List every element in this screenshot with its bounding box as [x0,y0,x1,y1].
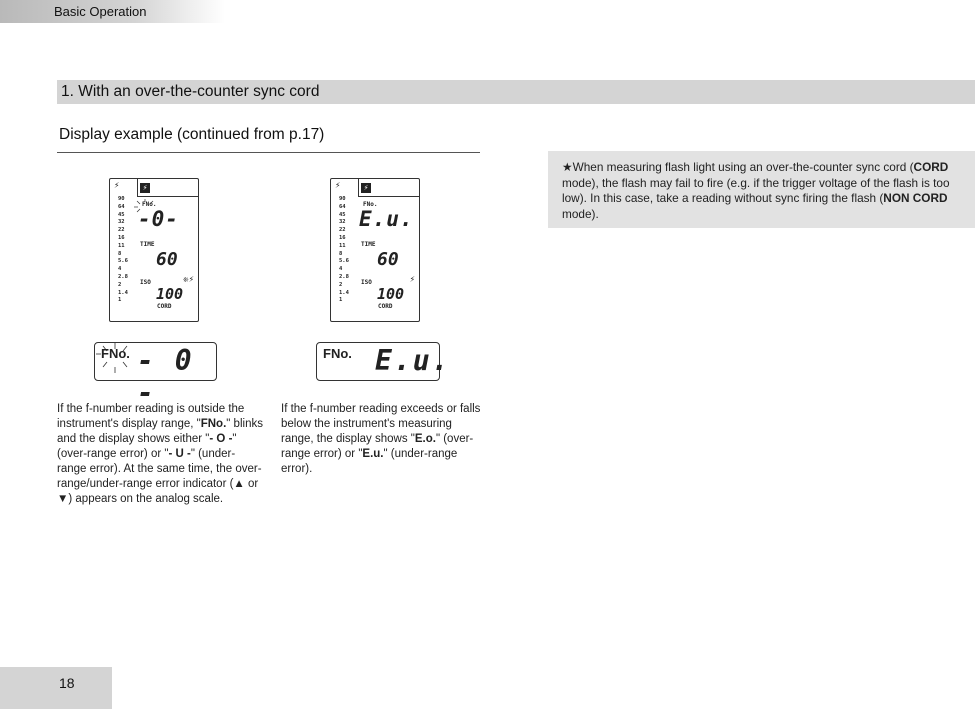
caption-eo: E.o. [414,433,436,445]
fno-reading: E.u. [359,207,414,231]
iso-label: ISO [140,279,151,286]
flash-mode-icon: ⚡ [140,183,150,193]
scale-tick: 8 [118,250,122,257]
iso-label: ISO [361,279,372,286]
fno-label: FNo. [363,201,378,208]
scale-tick: 22 [118,227,125,234]
section-title: 1. With an over-the-counter sync cord [61,83,320,100]
scale-tick: 1 [118,297,122,304]
note-segment: mode), the flash may fail to fire (e.g. if the trigger voltage of the flash is too low). In this case, take a reading without sync firing the flash ( [562,175,950,205]
flash-mode-icon: ⚡ [361,183,371,193]
flash-bolt-icon: ❊⚡ [183,275,194,285]
time-label: TIME [361,241,376,248]
note-cord: CORD [913,160,949,174]
iso-reading: 100 [156,285,184,303]
scale-tick: 90 [339,196,346,202]
meter-mode-icon: ⚡ [114,181,120,191]
time-reading: 60 [377,249,399,270]
caption-error [281,402,487,477]
lcd-divider-vertical [358,179,359,197]
caption-over-under [57,402,263,507]
caption-text: " (over-range error) or " [281,433,474,460]
zoom-readout-error [316,342,451,381]
zoom-fno-label: FNo. [323,346,352,361]
scale-tick: 2 [339,281,343,288]
scale-tick: 1.4 [118,289,128,296]
note-noncord: NON CORD [883,191,948,205]
scale-tick: 1 [339,297,343,304]
scale-tick: 5.6 [339,258,349,265]
meter-mode-icon: ⚡ [335,181,341,191]
note-segment: mode). [562,206,599,221]
time-reading: 60 [156,249,178,270]
caption-text: " blinks and the display shows either " [57,418,263,445]
scale-tick: 1.4 [339,289,349,296]
caption-fno: FNo. [200,418,227,430]
scale-tick: 16 [118,234,125,241]
caption-text: " (over-range error) or " [57,433,237,460]
scale-tick: 64 [339,203,346,210]
scale-tick: 11 [339,242,346,249]
scale-tick: 90 [118,196,125,202]
caption-eu: E.u. [362,448,384,460]
analog-scale [339,196,349,305]
lcd-display-over-under [109,178,199,322]
page-number: 18 [59,675,75,691]
scale-tick: 11 [118,242,125,249]
caption-text: If the f-number reading exceeds or falls below the instrument's measuring range, the display shows " [281,403,481,445]
caption-text: " (under-range error). At the same time, the over-range/under-range error indicator (▲ or ▼) appears on the analog scale. [57,448,262,505]
scale-tick: 4 [118,266,122,273]
note-text [562,160,966,222]
note-segment: ★When measuring flash light using an over-the-counter sync cord ( [562,160,914,174]
scale-tick: 2.8 [339,273,349,280]
lcd-divider [359,196,419,197]
note-box [548,151,975,228]
scale-tick: 2 [118,281,122,288]
scale-tick: 8 [339,250,343,257]
caption-over: - O - [209,433,233,445]
scale-tick: 22 [339,227,346,234]
caption-under: - U - [168,448,191,460]
caption-text: " (under-range error). [281,448,458,475]
subsection-rule [57,152,480,153]
cord-label: CORD [157,303,172,310]
fno-label: FNo. [142,201,157,208]
scale-tick: 5.6 [118,258,128,265]
scale-tick: 64 [118,203,125,210]
scale-tick: 2.8 [118,273,128,280]
section-heading-bar [57,80,975,104]
lcd-divider-vertical [137,179,138,197]
scale-tick: 32 [118,219,125,226]
scale-tick: 16 [339,234,346,241]
lcd-display-error [330,178,420,322]
time-label: TIME [140,241,155,248]
chapter-header-tab [0,0,225,23]
zoom-fno-reading: E.u. [375,344,451,377]
analog-scale [118,196,128,305]
zoom-fno-label: FNo. [101,346,130,361]
iso-reading: 100 [377,285,405,303]
scale-tick: 45 [339,211,346,218]
subsection-title: Display example (continued from p.17) [59,126,325,143]
fno-reading: -0- [138,207,179,231]
scale-tick: 32 [339,219,346,226]
zoom-fno-reading: - 0 - [137,344,194,409]
page-number-tab [0,667,112,709]
scale-tick: 4 [339,266,343,273]
zoom-readout-over-under [94,342,217,409]
caption-text: If the f-number reading is outside the instrument's display range, " [57,403,245,430]
chapter-title: Basic Operation [54,4,147,19]
flash-bolt-icon: ⚡ [409,275,415,285]
scale-tick: 45 [118,211,125,218]
lcd-divider [138,196,198,197]
cord-label: CORD [378,303,393,310]
